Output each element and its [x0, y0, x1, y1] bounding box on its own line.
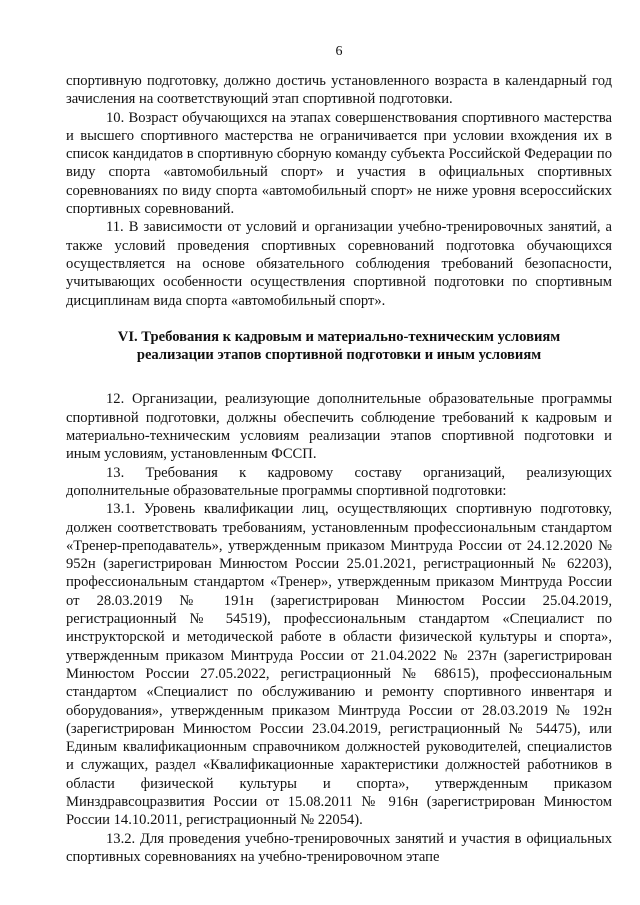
paragraph-10: 10. Возраст обучающихся на этапах совершенствования спортивного мастерства и высшего спортивного мастерства не ограничивается при условии вхождения их в список кандидатов в спортивную сборную команду субъекта Российской Федерации по виду спорта «автомобильный спорт» и участия в официальных спортивных соревнованиях по виду спорта «автомобильный спорт» не ниже уровня всероссийских спортивных соревнований. [66, 109, 612, 218]
paragraph-continuation: спортивную подготовку, должно достичь установленного возраста в календарный год зачисления на соответствующий этап спортивной подготовки. [66, 73, 612, 108]
paragraph-11: 11. В зависимости от условий и организации учебно-тренировочных занятий, а также условий проведения спортивных соревнований подготовка обучающихся осуществляется на основе обязательного соблюдения требований безопасности, учитывающих особенности осуществления спортивной подготовки по спортивным дисциплинам вида спорта «автомобильный спорт». [66, 219, 612, 309]
page-number: 6 [335, 44, 343, 59]
paragraph-13-2: 13.2. Для проведения учебно-тренировочных занятий и участия в официальных спортивных соревнованиях на учебно-тренировочном этапе [66, 830, 612, 865]
paragraph-12: 12. Организации, реализующие дополнительные образовательные программы спортивной подготовки, должны обеспечить соблюдение требований к кадровым и материально-техническим условиям реализации этапов спортивной подготовки и иным условиям, установленным ФССП. [66, 391, 612, 463]
paragraph-13-1: 13.1. Уровень квалификации лиц, осуществляющих спортивную подготовку, должен соответствовать требованиям, установленным профессиональным стандартом «Тренер-преподаватель», утвержденным приказом Минтруда России от 24.12.2020 № 952н (зарегистрирован Минюстом России 25.01.2021, регистрационный № 62203), профессиональным стандартом «Тренер», утвержденным приказом Минтруда России от 28.03.2019 № 191н (зарегистрирован Минюстом России 25.04.2019, регистрационный № 54519), профессиональным стандартом «Специалист по инструкторской и методической работе в области физической культуры и спорта», утвержденным приказом Минтруда России от 21.04.2022 № 237н (зарегистрирован Минюстом России 27.05.2022, регистрационный № 68615), профессиональным стандартом «Специалист по обслуживанию и ремонту спортивного инвентаря и оборудования», утвержденным приказом Минтруда России от 28.03.2019 № 192н (зарегистрирован Минюстом России 23.04.2019, регистрационный № 54475), или Единым квалификационным справочником должностей руководителей, специалистов и служащих, раздел «Квалификационные характеристики должностей работников в области физической культуры и спорта», утвержденным приказом Минздравсоцразвития России от 15.08.2011 № 916н (зарегистрирован Минюстом России 14.10.2011, регистрационный № 22054). [66, 501, 612, 829]
section-heading: VI. Требования к кадровым и материально-техническим условиям реализации этапов спортивной подготовки и иным условиям [117, 328, 561, 364]
paragraph-13: 13. Требования к кадровому составу организаций, реализующих дополнительные образовательные программы спортивной подготовки: [66, 464, 612, 499]
